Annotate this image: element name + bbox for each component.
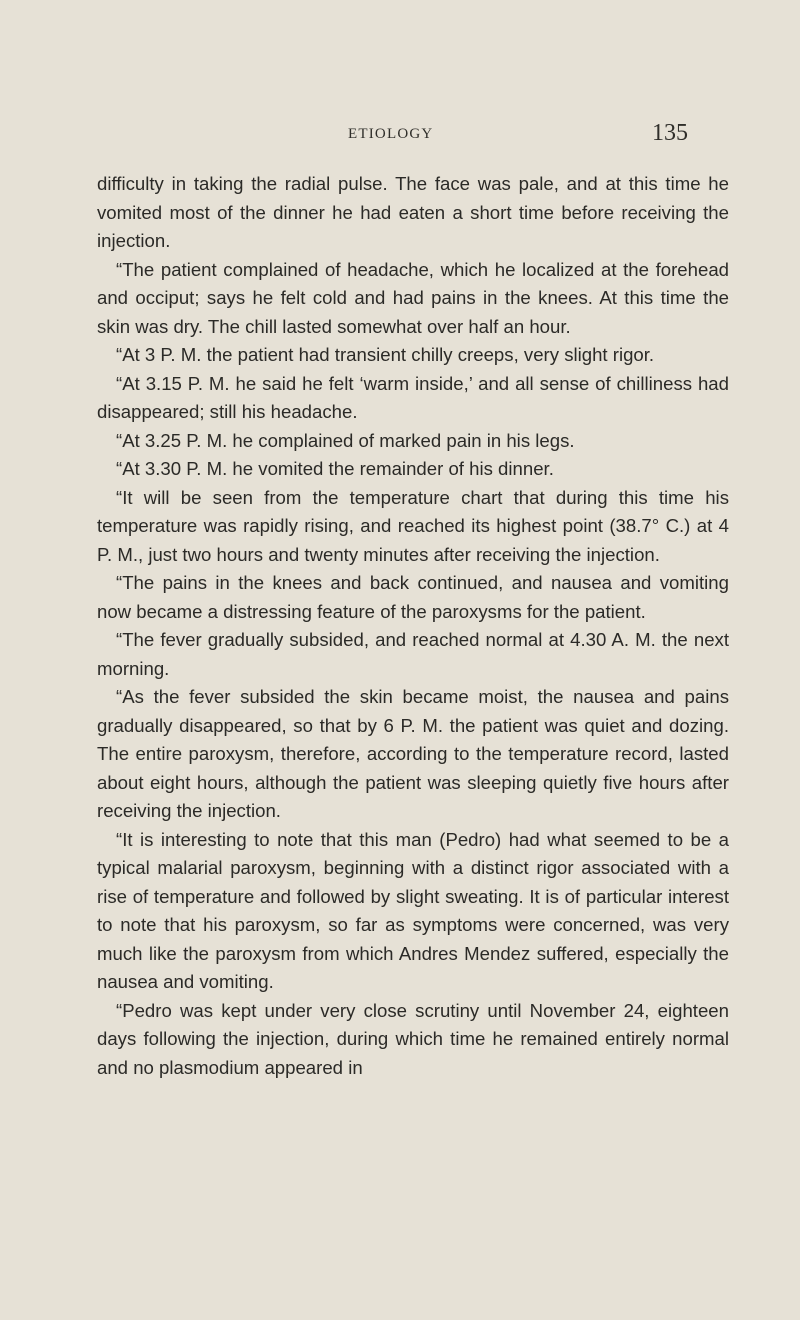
paragraph: “At 3.15 P. M. he said he felt ‘warm inside,’ and all sense of chilliness had disappeared; still his headache. — [97, 372, 729, 422]
paragraph: “The fever gradually subsided, and reached normal at 4.30 A. M. the next morning. — [97, 629, 729, 679]
paragraph: “At 3.25 P. M. he complained of marked pain in his legs. — [116, 429, 575, 451]
paragraph: “The patient complained of headache, which he localized at the forehead and occiput; says he felt cold and had pains in the knees. At this time the skin was dry. The chill lasted somewhat over half an hour. — [97, 258, 729, 337]
body-text — [97, 170, 729, 1082]
paragraph: “At 3 P. M. the patient had transient chilly creeps, very slight rigor. — [116, 344, 655, 365]
paragraph: “It is interesting to note that this man (Pedro) had what seemed to be a typical malarial paroxysm, beginning with a distinct rigor associated with a rise of temperature and followed by slight sweating. It is of particular interest to note that his paroxysm, so far as symptoms were concerned, was very much like the paroxysm from which Andres Mendez suffered, especially the nausea and vomiting. — [97, 828, 729, 992]
paragraph: difficulty in taking the radial pulse. The face was pale, and at this time he vomited most of the dinner he had eaten a short time before receiving the injection. — [97, 173, 729, 251]
running-title: ETIOLOGY — [348, 126, 434, 142]
page-number: 135 — [652, 120, 688, 146]
running-head — [0, 118, 800, 158]
paragraph: “It will be seen from the temperature chart that during this time his temperature was rapidly rising, and reached its highest point (38.7° C.) at 4 P. M., just two hours and twenty minutes after receiving the injection. — [97, 486, 729, 565]
paragraph: “Pedro was kept under very close scrutiny until November 24, eighteen days following the injection, during which time he remained entirely normal and no plasmodium appeared in — [97, 999, 729, 1078]
paragraph: “The pains in the knees and back continued, and nausea and vomiting now became a distressing feature of the paroxysms for the patient. — [97, 572, 729, 622]
paragraph: “At 3.30 P. M. he vomited the remainder of his dinner. — [116, 458, 554, 479]
paragraph: “As the fever subsided the skin became moist, the nausea and pains gradually disappeared, so that by 6 P. M. the patient was quiet and dozing. The entire paroxysm, therefore, according to the temperature record, lasted about eight hours, although the patient was sleeping quietly five hours after receiving the injection. — [97, 686, 729, 821]
